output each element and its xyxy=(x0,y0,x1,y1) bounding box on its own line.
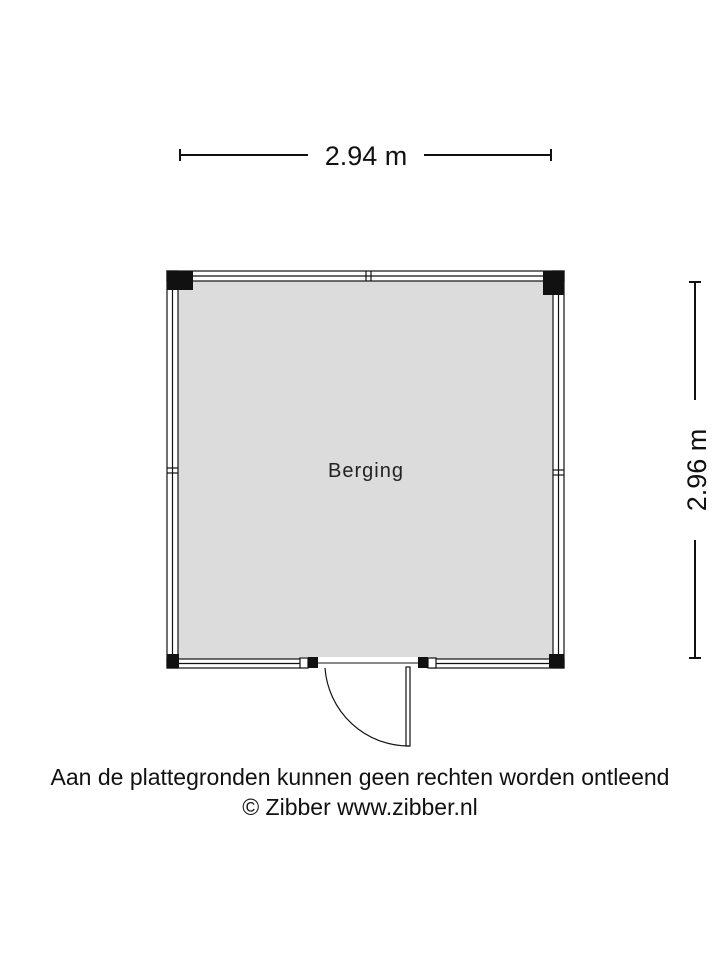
copyright-text: © Zibber www.zibber.nl xyxy=(242,794,478,820)
width-dimension-label: 2.94 m xyxy=(324,141,408,171)
door-leaf xyxy=(406,667,410,746)
height-dimension-label: 2.96 m xyxy=(682,428,712,512)
height-dimension xyxy=(682,282,712,658)
room-label: Berging xyxy=(328,460,404,482)
door xyxy=(300,657,436,746)
disclaimer-text: Aan de plattegronden kunnen geen rechten worden ontleend xyxy=(50,764,670,790)
door-swing-arc xyxy=(325,668,409,746)
width-dimension xyxy=(180,141,551,171)
